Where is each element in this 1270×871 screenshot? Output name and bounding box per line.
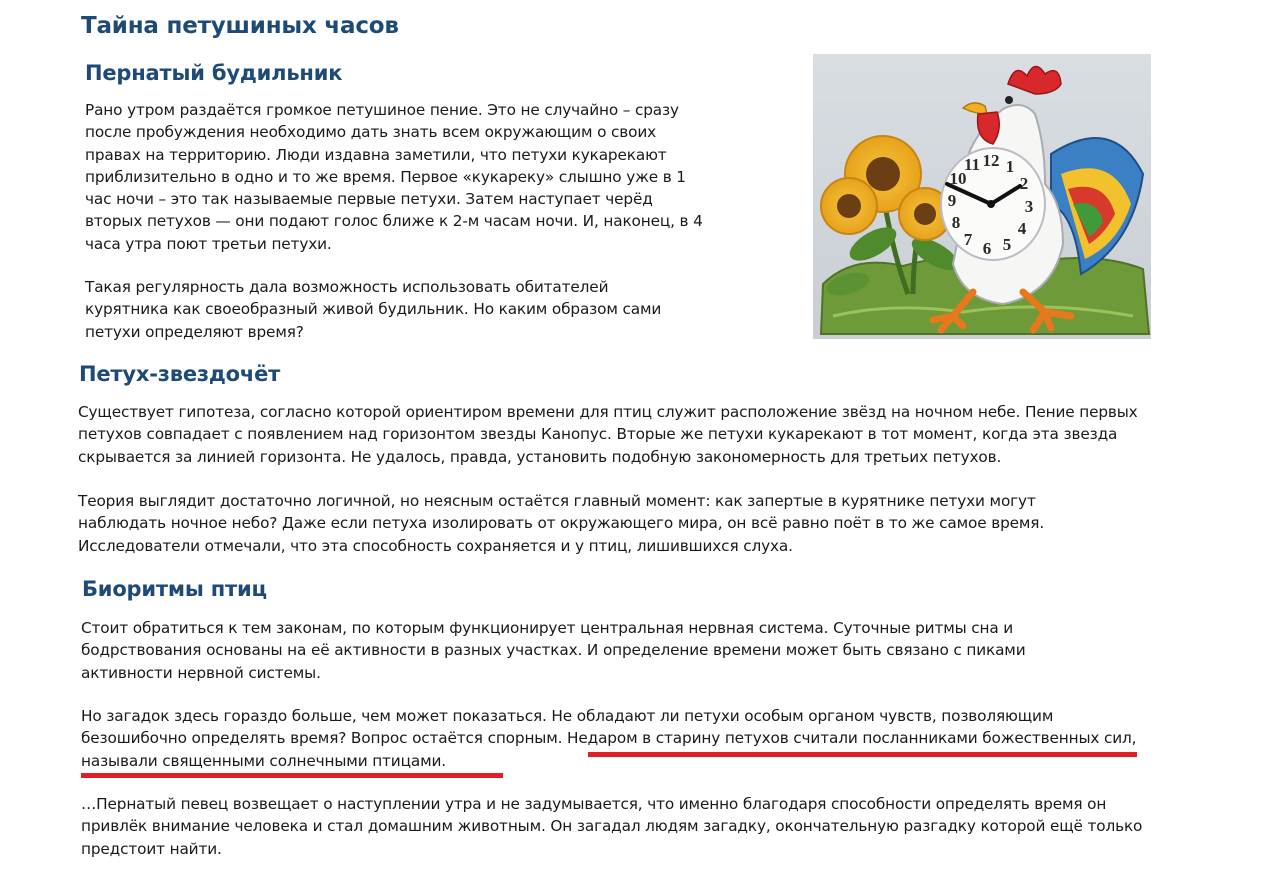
page-title: Тайна петушиных часов [81,13,399,39]
paragraph-stargazer-1: Существует гипотеза, согласно которой ориентиром времени для птиц служит расположение звёзд на ночном небе. Пение первых петухов совпадает с появлением над горизонтом звезды Канопус. Вторые же петухи кукарекают в тот момент, когда эта звезда скрывается за линией горизонта. Не удалось, правда, установить подобную закономерность для третьих петухов. [78,403,1138,466]
clock-numeral: 1 [1005,157,1015,176]
highlight-underline [81,773,503,778]
clock-numeral: 3 [1024,197,1034,216]
highlight-underline [588,752,1137,757]
clock-numeral: 11 [963,155,981,174]
paragraph-biorhythms-2: Но загадок здесь гораздо больше, чем может показаться. Не обладают ли петухи особым органом чувств, позволяющим безошибочно определять время? Вопрос остаётся спорным. Недаром в старину петухов считали посланниками божественных сил, называли священными солнечными птицами. [81,707,1137,770]
clock-numeral: 7 [963,230,973,249]
paragraph-biorhythms-3: …Пернатый певец возвещает о наступлении утра и не задумывается, что именно благодаря способности определять время он привлёк внимание человека и стал домашним животным. Он загадал людям загадку, окончательную разгадку которой ещё только предстоит найти. [81,795,1143,858]
section-heading-alarm: Пернатый будильник [85,61,343,85]
clock-numeral: 8 [951,213,961,232]
clock-numeral: 10 [949,169,967,188]
section-heading-biorhythms: Биоритмы птиц [82,577,267,601]
clock-numeral: 9 [947,191,957,210]
rooster-clock-image [813,54,1151,339]
paragraph-alarm-1: Рано утром раздаётся громкое петушиное пение. Это не случайно – сразу после пробуждения необходимо дать знать всем окружающим о своих правах на территорию. Люди издавна заметили, что петухи кукарекают приблизительно в одно и то же время. Первое «кукареку» слышно уже в 1 час ночи – это так называемые первые петухи. Затем наступает черёд вторых петухов — они подают голос ближе к 2-м часам ночи. И, наконец, в 4 часа утра поют третьи петухи. [85,101,703,253]
clock-numeral: 5 [1002,235,1012,254]
rooster-clock-illustration [813,54,1151,339]
clock-numeral: 4 [1017,219,1027,238]
paragraph-stargazer-2: Теория выглядит достаточно логичной, но неясным остаётся главный момент: как запертые в курятнике петухи могут наблюдать ночное небо? Даже если петуха изолировать от окружающего мира, он всё равно поёт в то же самое время. Исследователи отмечали, что эта способность сохраняется и у птиц, лишившихся слуха. [78,492,1045,555]
paragraph-biorhythms-1: Стоит обратиться к тем законам, по которым функционирует центральная нервная система. Суточные ритмы сна и бодрствования основаны на её активности в разных участках. И определение времени может быть связано с пиками активности нервной системы. [81,619,1026,682]
clock-numeral: 6 [982,239,992,258]
clock-numeral: 12 [982,151,1000,170]
clock-numeral: 2 [1019,174,1029,193]
section-heading-stargazer: Петух-звездочёт [79,362,281,386]
paragraph-alarm-2: Такая регулярность дала возможность использовать обитателей курятника как своеобразный живой будильник. Но каким образом сами петухи определяют время? [85,278,662,341]
